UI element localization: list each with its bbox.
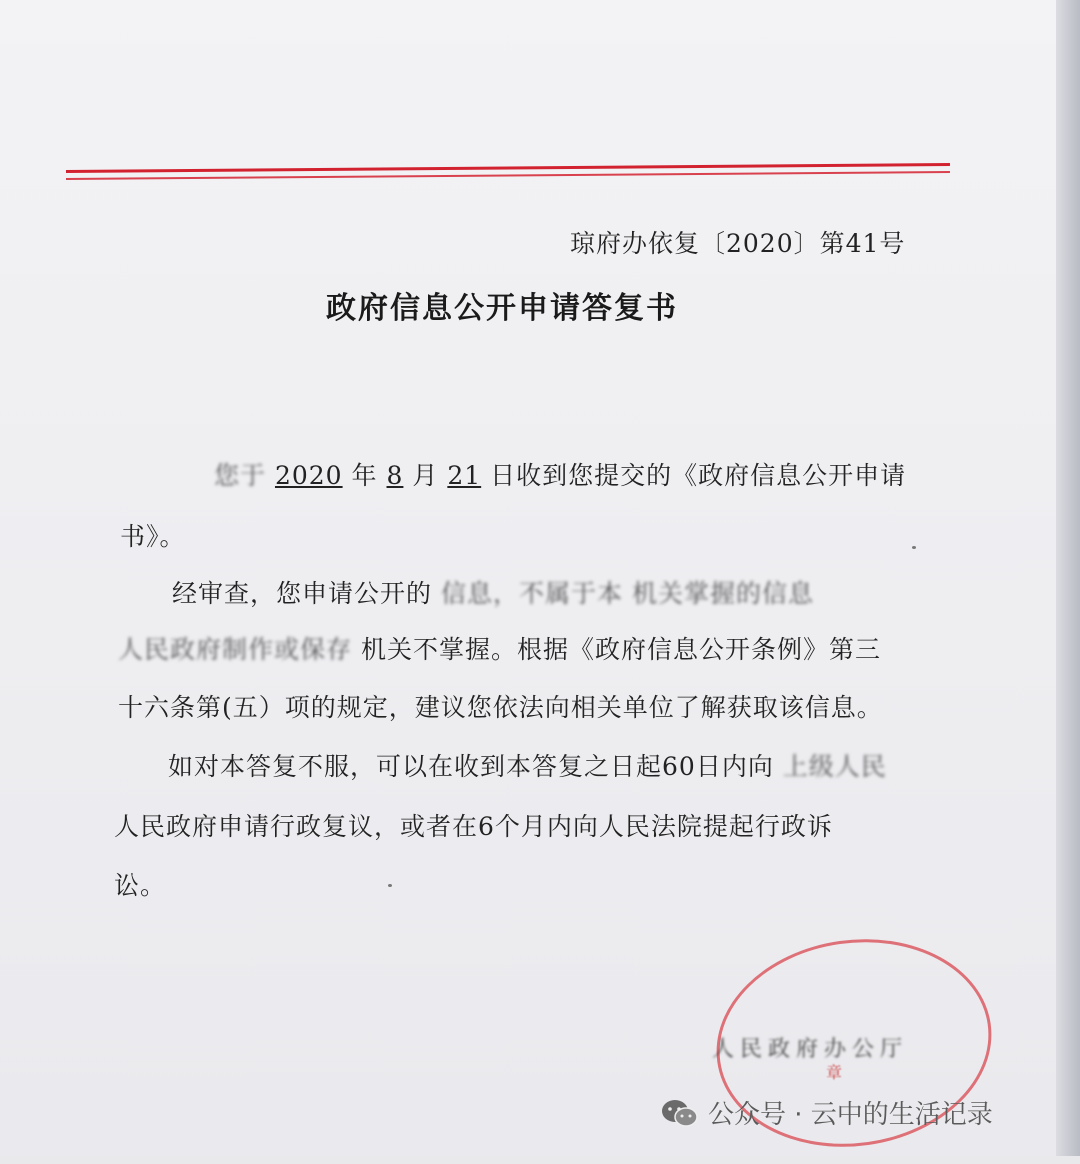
redacted-text-1: 信息，不属于本 (440, 579, 623, 608)
receipt-day: 21 (447, 461, 482, 490)
redacted-text-4: 上级人民 (782, 752, 887, 781)
year-unit: 年 (351, 461, 378, 490)
seal-sub-mark: 章 (826, 1063, 843, 1082)
watermark (660, 1094, 993, 1131)
paragraph-2-line-1 (172, 574, 814, 610)
seal-signature-text: 人民政府办公厅 (712, 1037, 909, 1062)
paragraph-1-line-2: 书》。 (120, 522, 186, 551)
speck (912, 546, 916, 549)
paragraph-3-lead: 如对本答复不服，可以在收到本答复之日起60日内向 (168, 752, 774, 781)
redacted-text-3: 人民政府制作或保存 (118, 635, 353, 664)
month-unit: 月 (412, 461, 439, 490)
paragraph-3-line-3: 讼。 (114, 871, 167, 900)
wechat-icon (660, 1098, 700, 1128)
paragraph-2-lead: 经审查，您申请公开的 (172, 579, 433, 608)
watermark-text: 公众号 · 云中的生活记录 (708, 1100, 993, 1130)
redacted-text-2: 机关掌握的信息 (631, 579, 814, 608)
receipt-year: 2020 (274, 461, 343, 490)
paragraph-3-line-1 (168, 747, 887, 783)
paragraph-1-line-1 (214, 456, 906, 492)
document-number: 琼府办依复〔2020〕第41号 (570, 229, 906, 258)
page-title: 政府信息公开申请答复书 (326, 291, 678, 326)
paragraph-2-line-3: 十六条第(五）项的规定，建议您依法向相关单位了解获取该信息。 (118, 693, 883, 722)
paragraph-3-line-2: 人民政府申请行政复议，或者在6个月内向人民法院提起行政诉 (114, 812, 833, 841)
page-edge (1056, 0, 1080, 1156)
paragraph-2-line-2 (118, 630, 881, 666)
paragraph-2-body: 机关不掌握。根据《政府信息公开条例》第三 (360, 635, 881, 664)
addressee-prefix: 您于 (214, 461, 267, 490)
receipt-month: 8 (386, 461, 404, 490)
paragraph-1-rest: 日收到您提交的《政府信息公开申请 (490, 461, 907, 490)
speck (388, 884, 392, 887)
